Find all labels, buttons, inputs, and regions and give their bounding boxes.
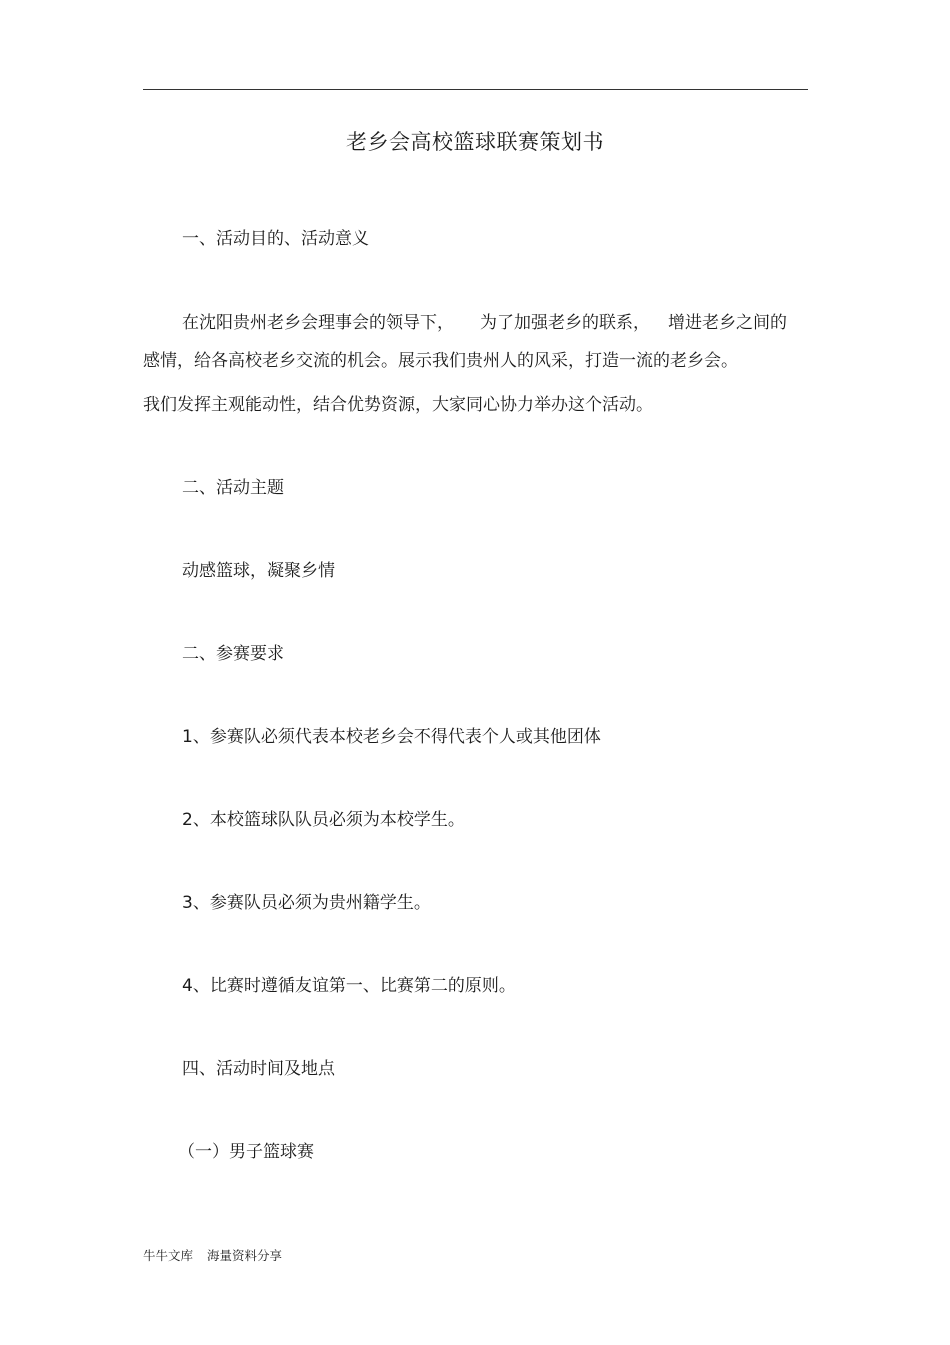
- para1-line3: 我们发挥主观能动性，结合优势资源，大家同心协力举办这个活动。: [143, 395, 653, 415]
- para1-line1-seg3: 增进老乡之间的: [668, 313, 787, 333]
- section2-heading: 二、活动主题: [182, 478, 284, 498]
- section1-heading: 一、活动目的、活动意义: [182, 229, 369, 249]
- page-footer: [143, 1247, 282, 1265]
- sub1-heading: （一）男子篮球赛: [178, 1142, 314, 1162]
- section4-heading: 四、活动时间及地点: [182, 1059, 335, 1079]
- para1-line1-seg2: 为了加强老乡的联系，: [480, 313, 650, 333]
- requirement-item: 1、参赛队必须代表本校老乡会不得代表个人或其他团体: [182, 727, 601, 747]
- footer-brand: 牛牛文库: [143, 1248, 194, 1263]
- para1-line1-seg1: 在沈阳贵州老乡会理事会的领导下，: [182, 313, 454, 333]
- header-rule: [143, 89, 808, 90]
- para1-line1: [182, 311, 787, 335]
- footer-slogan: 海量资料分享: [207, 1248, 283, 1263]
- section3-heading: 二、参赛要求: [182, 644, 284, 664]
- requirement-item: 3、参赛队员必须为贵州籍学生。: [182, 893, 431, 913]
- document-title: 老乡会高校篮球联赛策划书: [346, 130, 604, 154]
- theme-text: 动感篮球，凝聚乡情: [182, 561, 335, 581]
- para1-line2: 感情，给各高校老乡交流的机会。展示我们贵州人的风采，打造一流的老乡会。: [143, 351, 738, 371]
- requirement-item: 2、本校篮球队队员必须为本校学生。: [182, 810, 465, 830]
- requirement-item: 4、比赛时遵循友谊第一、比赛第二的原则。: [182, 976, 516, 996]
